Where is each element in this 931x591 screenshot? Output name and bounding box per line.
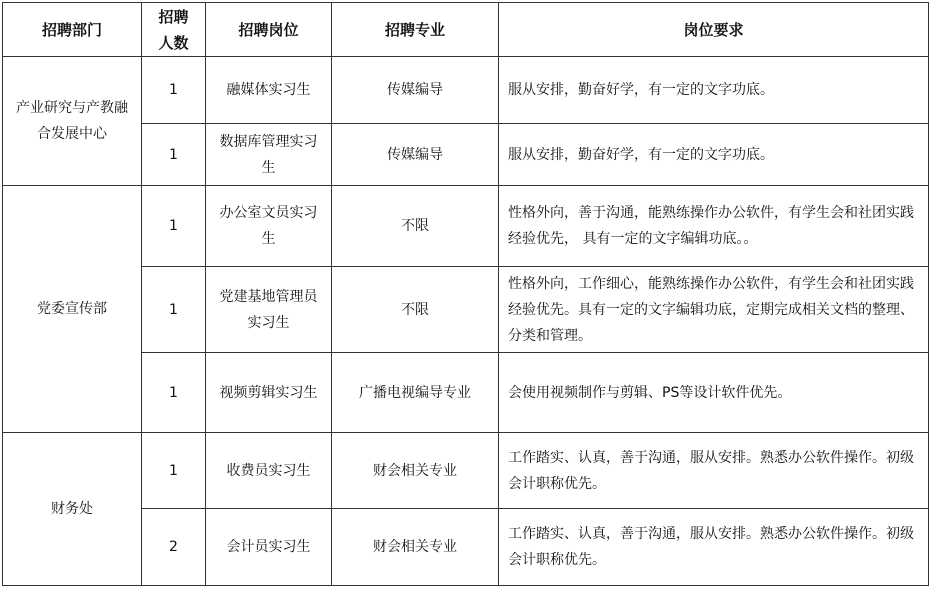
requirements-cell: 工作踏实、认真，善于沟通，服从安排。熟悉办公软件操作。初级会计职称优先。 — [499, 509, 929, 586]
count-cell: 1 — [142, 267, 206, 353]
requirements-cell: 会使用视频制作与剪辑、PS等设计软件优先。 — [499, 353, 929, 433]
table-row — [3, 124, 929, 186]
position-cell: 党建基地管理员实习生 — [206, 267, 332, 353]
count-cell: 1 — [142, 186, 206, 267]
count-cell: 1 — [142, 57, 206, 124]
major-cell: 财会相关专业 — [332, 509, 499, 586]
header-count: 招聘人数 — [142, 3, 206, 57]
table-row — [3, 353, 929, 433]
requirements-cell: 服从安排，勤奋好学，有一定的文字功底。 — [499, 57, 929, 124]
major-cell: 财会相关专业 — [332, 433, 499, 509]
requirements-cell: 性格外向，善于沟通，能熟练操作办公软件，有学生会和社团实践经验优先， 具有一定的文字编辑功底。。 — [499, 186, 929, 267]
table-row — [3, 267, 929, 353]
header-dept: 招聘部门 — [3, 3, 142, 57]
header-requirements: 岗位要求 — [499, 3, 929, 57]
table-row — [3, 186, 929, 267]
count-cell: 1 — [142, 433, 206, 509]
requirements-cell: 服从安排，勤奋好学，有一定的文字功底。 — [499, 124, 929, 186]
header-major: 招聘专业 — [332, 3, 499, 57]
table-row — [3, 57, 929, 124]
table-row — [3, 509, 929, 586]
position-cell: 融媒体实习生 — [206, 57, 332, 124]
dept-cell: 党委宣传部 — [3, 186, 142, 433]
major-cell: 传媒编导 — [332, 124, 499, 186]
major-cell: 不限 — [332, 267, 499, 353]
major-cell: 广播电视编导专业 — [332, 353, 499, 433]
major-cell: 不限 — [332, 186, 499, 267]
recruitment-table — [2, 2, 929, 586]
table-row — [3, 433, 929, 509]
count-cell: 1 — [142, 124, 206, 186]
requirements-cell: 工作踏实、认真，善于沟通，服从安排。熟悉办公软件操作。初级会计职称优先。 — [499, 433, 929, 509]
position-cell: 办公室文员实习生 — [206, 186, 332, 267]
header-row — [3, 3, 929, 57]
position-cell: 视频剪辑实习生 — [206, 353, 332, 433]
position-cell: 会计员实习生 — [206, 509, 332, 586]
dept-cell: 财务处 — [3, 433, 142, 586]
position-cell: 数据库管理实习生 — [206, 124, 332, 186]
requirements-cell: 性格外向，工作细心，能熟练操作办公软件，有学生会和社团实践经验优先。具有一定的文字编辑功底，定期完成相关文档的整理、分类和管理。 — [499, 267, 929, 353]
count-cell: 1 — [142, 353, 206, 433]
position-cell: 收费员实习生 — [206, 433, 332, 509]
major-cell: 传媒编导 — [332, 57, 499, 124]
count-cell: 2 — [142, 509, 206, 586]
dept-cell: 产业研究与产教融合发展中心 — [3, 57, 142, 186]
header-position: 招聘岗位 — [206, 3, 332, 57]
